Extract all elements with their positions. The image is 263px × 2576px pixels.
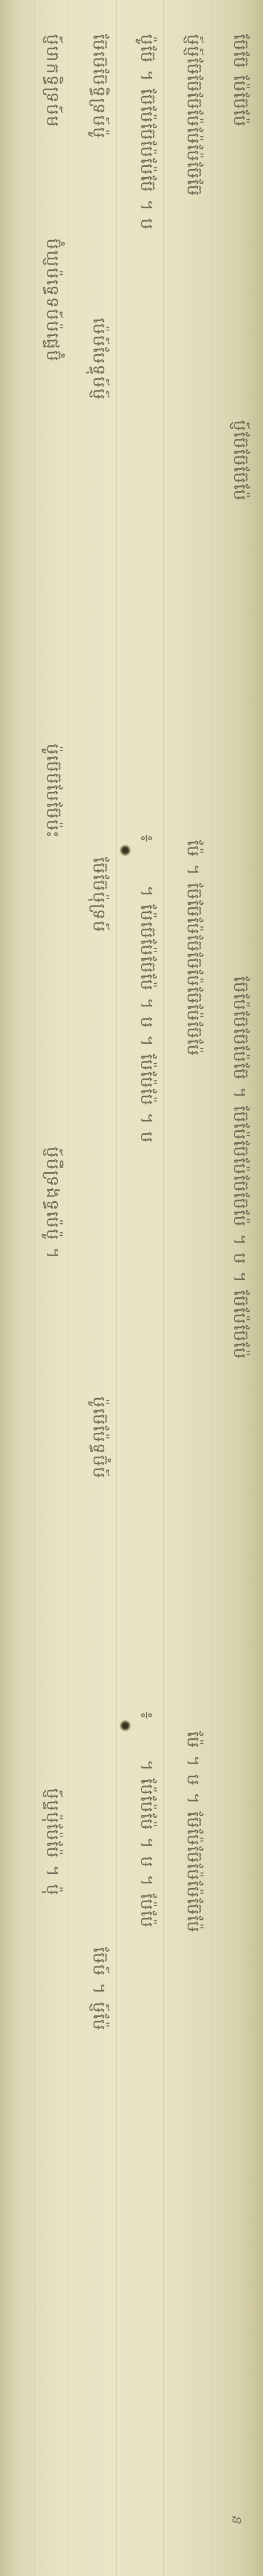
- manuscript-line-5: [227, 0, 252, 2576]
- line-segment: ឞ្ញ៍ឞ្ញ៍ឞ៊ែឞ៊ែឞ៊ែឞ៉ែឞ៉ែឞ៉ែឞ៊ែឞ៊ែ: [183, 34, 203, 197]
- leaf-grain: [34, 0, 35, 2576]
- line-segment: ឞ៉ែ ។ ឞ៊ែឞ៊ែឞ៉ែឞ៊ែឞ៊ែឞ៉ែឞ៊ែឞ៉ែឞ៊ែឞ៉ែ: [183, 840, 203, 1057]
- manuscript-line-2: [86, 0, 111, 2576]
- line-segment: ឞ៉ូឞ៊េឞ៊ឞែឞ៊ែឞ៉ះ: [43, 744, 62, 840]
- line-segment: ៖: [137, 1711, 156, 1721]
- string-hole: [120, 1720, 131, 1731]
- folio-number: ន: [229, 2514, 245, 2524]
- line-segment: ឞ៊ែឞ៊េឞ៊ែទ្ធិទ្រឞ៍ឞ៉ូ: [89, 34, 109, 139]
- line-segment: ឞ៊ែឞ៊ែ ឞ៉ែឞ៊ែឞ៉ែ: [230, 34, 249, 128]
- manuscript-line-3: [134, 0, 159, 2576]
- line-segment: ឞ្ញ៍ឞឺទ្រងទ្ធឞ៉េឞ៉ូ ។: [43, 1147, 62, 1260]
- manuscript-line-4: [180, 0, 205, 2576]
- line-segment: ឞ៉ូឞ៊េឞ៉ែទ្ធឞ៊ំឞ៍: [89, 1396, 109, 1479]
- string-hole: [120, 845, 131, 856]
- line-segment: ឞ៊ែឞ៉ែឞ៊ែឞ៊ែឞ៉ែឞ៊ែ ។ ឞ៊ែឞ៉ែឞ៊ែឞ៉ែឞ៊ែឞ៊ែឞ៉ែ ។ ឞ ។ ឞ៊ែឞ៉ែឞ៊ែឞ៉ែ: [230, 976, 249, 1360]
- line-segment: ឞ៉ែ ។ ឞ ។ ឞ៊ែឞ៉ែឞ៊ែឞ៉ែឞ៉ែឞ៊ែឞ៉ែ: [183, 1731, 203, 1933]
- line-segment: ឞ្ញ៍ឞ៊ែឞ៊ែឞ៊ែឞ៉ែ: [230, 420, 249, 502]
- leaf-grain: [116, 0, 117, 2576]
- line-segment: ឞ្ញ៍ឞាកទ្ធិទ្រឞ៍ម: [43, 34, 62, 128]
- leaf-grain: [163, 0, 164, 2576]
- manuscript-line-1: [40, 0, 65, 2576]
- line-segment: ។ ឞ៉ែឞ៉ែឞ៉ែ ។ ឞ ។ ឞ៉ែឞ៉ែ: [137, 1760, 156, 1928]
- line-segment: ឞ៊ំឃ្ញឞ៉ទ្ធេទឞ៍ឞ៉ផ្ទេឞ៊ំ: [43, 238, 62, 362]
- line-segment: ឞ៉ូឞ៊ែ ។ ឞ៊ែឞ៉ែឞ៊ែឞ៉ែឞ៉ែឞ៊ែ ។ ឞ: [137, 34, 156, 230]
- line-segment: ឞ៉េឞ៍ឞែទ្ធុឞ៍ឞ្ញ៍: [89, 318, 109, 401]
- line-segment: ឞ៊ែឞ៍ ។ ឞ្ញ៍ឞ៉ែ: [89, 1947, 109, 2032]
- line-segment: ៖: [137, 834, 156, 844]
- line-segment: ។ ឞ៉ែឞ៊េឞ៉ែឞ៊ែឞ៉ែ ។ ឞ ។ ឞ៉ែឞ៉ែឞ៉ែ ។ ឞ: [137, 886, 156, 1144]
- line-segment: ឞ្ញ៍ឞ្ទឞ៉ុឞ៉ែឞ៉ែ ។ ឞ៉ុ: [43, 1788, 62, 1897]
- line-segment: ឞ៊ែឞ៊ែឞ៉ុទ្រឞ៍: [89, 857, 109, 933]
